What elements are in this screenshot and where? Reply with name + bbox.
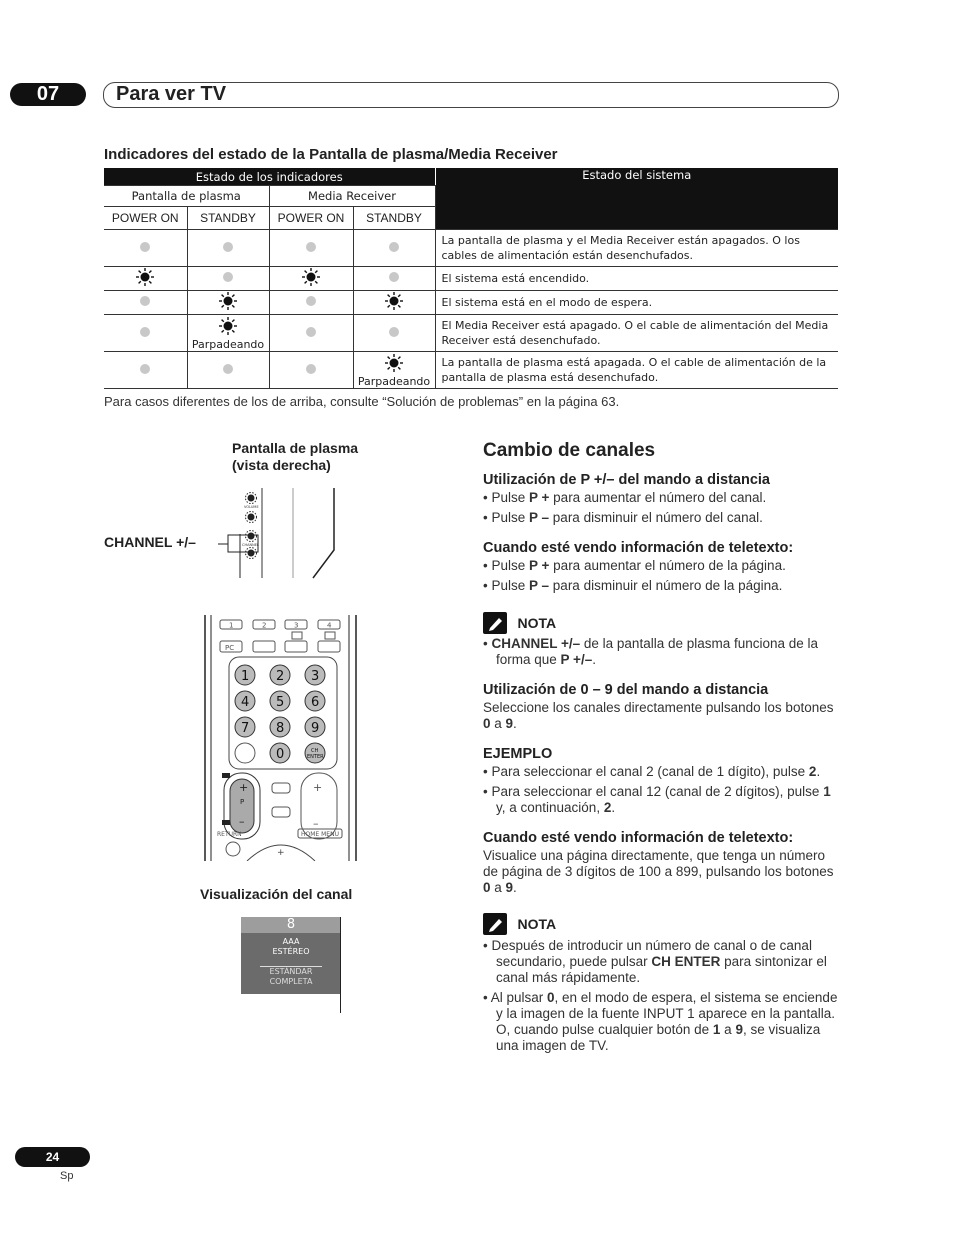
digit-pad [235,665,325,763]
indicator-off-icon [140,327,150,337]
blinking-label: Parpadeando [191,338,265,351]
channel-display-figure-title: Visualización del canal [200,886,353,902]
chapter-number-badge: 07 [10,83,86,106]
teletext-heading-1: Cuando esté vendo información de teletexto: [483,540,794,556]
indicator-off-icon [140,296,150,306]
teletext-2-paragraph: Visualice una página directamente, que tenga un número de página de 3 dígitos de 100 a 899, pulsando los botones 0 a 9. [483,848,834,895]
indicator-lit-cell [353,352,435,389]
channel-osd-display [241,917,341,994]
language-code: Sp [60,1170,74,1182]
indicator-off-icon [223,242,233,252]
osd-line-1: AAA [282,937,300,946]
plasma-figure-title-line2: (vista derecha) [232,457,331,473]
ch-enter-label: CH [311,748,319,754]
list-item: • Pulse P + para aumentar el número del canal. [483,490,767,505]
plasma-figure-title [232,440,358,474]
digit-label: 3 [311,669,320,684]
plasma-header: Pantalla de plasma [104,186,269,207]
indicator-off-cell [269,352,353,389]
list-item: • Para seleccionar el canal 2 (canal de 1 dígito), pulse 2. [483,764,821,779]
table-heading: Indicadores del estado de la Pantalla de plasma/Media Receiver [104,146,558,163]
input-1-label: 1 [229,621,234,630]
svg-text:–: – [239,815,245,828]
system-state-header-text: Estado del sistema [582,168,692,182]
osd-line-2: ESTÉREO [272,947,310,956]
indicator-off-cell [187,267,269,291]
indicator-off-cell [104,291,187,315]
indicator-lit-icon [135,267,155,287]
indicator-off-cell [104,352,187,389]
volume-plus-button-icon [246,493,257,504]
indicator-lit-icon [218,316,238,336]
list-item: • Pulse P – para disminuir el número del canal. [483,510,763,525]
chapter-title: Para ver TV [116,83,227,105]
indicator-lit-cell [187,291,269,315]
remote-p-heading: Utilización de P +/– del mando a distancia [483,472,770,488]
table-row [104,230,838,267]
indicator-lit-cell [104,267,187,291]
example-heading: EJEMPLO [483,746,553,762]
channel-plus-button-icon [246,531,257,542]
status-rows [104,230,838,389]
indicator-lit-cell [353,291,435,315]
indicator-lit-icon [218,291,238,311]
digit-label: 7 [241,721,250,736]
teletext-button [235,743,255,763]
system-state-cell: La pantalla de plasma está apagada. O el cable de alimentación de la pantalla de plasma está desenchufado. [435,352,838,389]
indicator-off-cell [353,315,435,352]
channel-minus-button-icon [246,548,257,559]
nota-2-header [483,913,556,935]
status-table [104,168,838,389]
table-row [104,291,838,315]
plasma-standby-header: STANDBY [187,207,269,230]
list-item: • Pulse P – para disminuir el número de la página. [483,578,783,593]
osd-screen-edge [340,917,341,1013]
indicator-lit-icon [384,291,404,311]
svg-text:–: – [313,817,319,830]
remote-p-bullets [483,490,838,526]
osd-line-4: COMPLETA [269,977,313,986]
indicator-off-cell [104,315,187,352]
indicator-off-icon [389,242,399,252]
page-number: 24 [15,1147,90,1167]
indicator-off-icon [140,242,150,252]
list-item: • Después de introducir un número de canal o de canal secundario, puede pulsar CH ENTER para sintonizar el canal más rápidamente. [483,938,827,985]
note-pencil-icon [483,612,507,634]
system-state-header [435,168,838,230]
system-state-cell: La pantalla de plasma y el Media Receiver están apagados. O los cables de alimentación están desenchufados. [435,230,838,267]
digits-heading: Utilización de 0 – 9 del mando a distancia [483,682,769,698]
top-buttons [220,620,340,652]
channel-callout-label: CHANNEL +/– [104,534,196,550]
digit-label: 1 [241,669,250,684]
indicator-off-cell [353,230,435,267]
input-3-label: 3 [294,621,299,630]
system-state-cell: El sistema está encendido. [435,267,838,291]
indicator-off-icon [223,272,233,282]
plasma-power-on-header: POWER ON [104,207,187,230]
digit-label: 5 [276,695,285,710]
nota-1-body [483,636,838,668]
nota-2-body [483,938,838,1054]
indicator-lit-icon [301,267,321,287]
svg-text:+: + [239,781,249,794]
section-title: Cambio de canales [483,440,656,461]
indicator-off-cell [269,315,353,352]
indicator-off-icon [140,364,150,374]
osd-channel-number: 8 [241,917,341,933]
plasma-side-panel-illustration [210,480,350,580]
indicator-off-cell [269,230,353,267]
remote-control-illustration [203,615,359,861]
input-4-label: 4 [327,621,332,630]
indicators-group-header: Estado de los indicadores [104,168,435,186]
input-2-label: 2 [262,621,267,630]
list-item: • CHANNEL +/– de la pantalla de plasma funciona de la forma que P +/–. [483,636,819,667]
ch-enter-label: ENTER [307,754,324,760]
table-row [104,352,838,389]
channel-label: CHANNEL [242,543,259,547]
plasma-figure-title-line1: Pantalla de plasma [232,440,359,456]
indicator-off-icon [389,272,399,282]
system-state-cell: El sistema está en el modo de espera. [435,291,838,315]
list-item: • Para seleccionar el canal 12 (canal de 2 dígitos), pulse 1 y, a continuación, 2. [483,784,831,815]
indicator-off-cell [269,291,353,315]
digit-label: 2 [276,669,285,684]
panel-buttons-icon [241,490,265,570]
digit-label: 9 [311,721,320,736]
indicator-off-icon [389,327,399,337]
nota-2-label: NOTA [517,916,557,932]
osd-line-3: ESTÁNDAR [269,967,313,976]
nota-1-label: NOTA [517,615,557,631]
indicator-off-cell [104,230,187,267]
digit-label: 6 [311,695,320,710]
indicator-lit-cell [269,267,353,291]
svg-text:+: + [277,848,285,858]
system-state-cell: El Media Receiver está apagado. O el cable de alimentación del Media Receiver está desenchufado. [435,315,838,352]
indicator-off-icon [223,364,233,374]
indicator-off-icon [306,364,316,374]
indicator-off-cell [353,267,435,291]
teletext-heading-2: Cuando esté vendo información de teletexto: [483,830,794,846]
home-menu-label: HOME MENU [301,831,339,838]
indicator-off-icon [306,296,316,306]
list-item: • Al pulsar 0, en el modo de espera, el sistema se enciende y la imagen de la fuente INPUT 1 aparece en la pantalla. O, cuando pulse cualquier botón de 1 a 9, se visualiza una imagen de TV. [483,990,838,1053]
receiver-header: Media Receiver [269,186,435,207]
blinking-label: Parpadeando [357,375,431,388]
svg-text:+: + [313,781,323,794]
indicator-off-icon [306,327,316,337]
table-footnote: Para casos diferentes de los de arriba, consulte “Solución de problemas” en la página 63. [104,394,620,409]
table-row [104,267,838,291]
volume-label: VOLUME [244,505,259,509]
nota-1-header [483,612,556,634]
example-bullets [483,764,838,816]
p-label: P [240,798,245,806]
indicator-off-cell [187,352,269,389]
digit-label: 0 [276,747,285,762]
pc-label: PC [225,644,235,652]
return-label: RETURN [217,831,242,838]
indicator-off-icon [306,242,316,252]
note-pencil-icon [483,913,507,935]
indicator-lit-icon [384,353,404,373]
digits-paragraph: Seleccione los canales directamente pulsando los botones 0 a 9. [483,700,834,731]
digit-label: 8 [276,721,285,736]
teletext-1-bullets [483,558,838,594]
table-row [104,315,838,352]
indicator-off-cell [187,230,269,267]
receiver-power-on-header: POWER ON [269,207,353,230]
list-item: • Pulse P + para aumentar el número de la página. [483,558,786,573]
digit-label: 4 [241,695,250,710]
volume-minus-button-icon [246,512,257,523]
receiver-standby-header: STANDBY [353,207,435,230]
indicator-lit-cell [187,315,269,352]
